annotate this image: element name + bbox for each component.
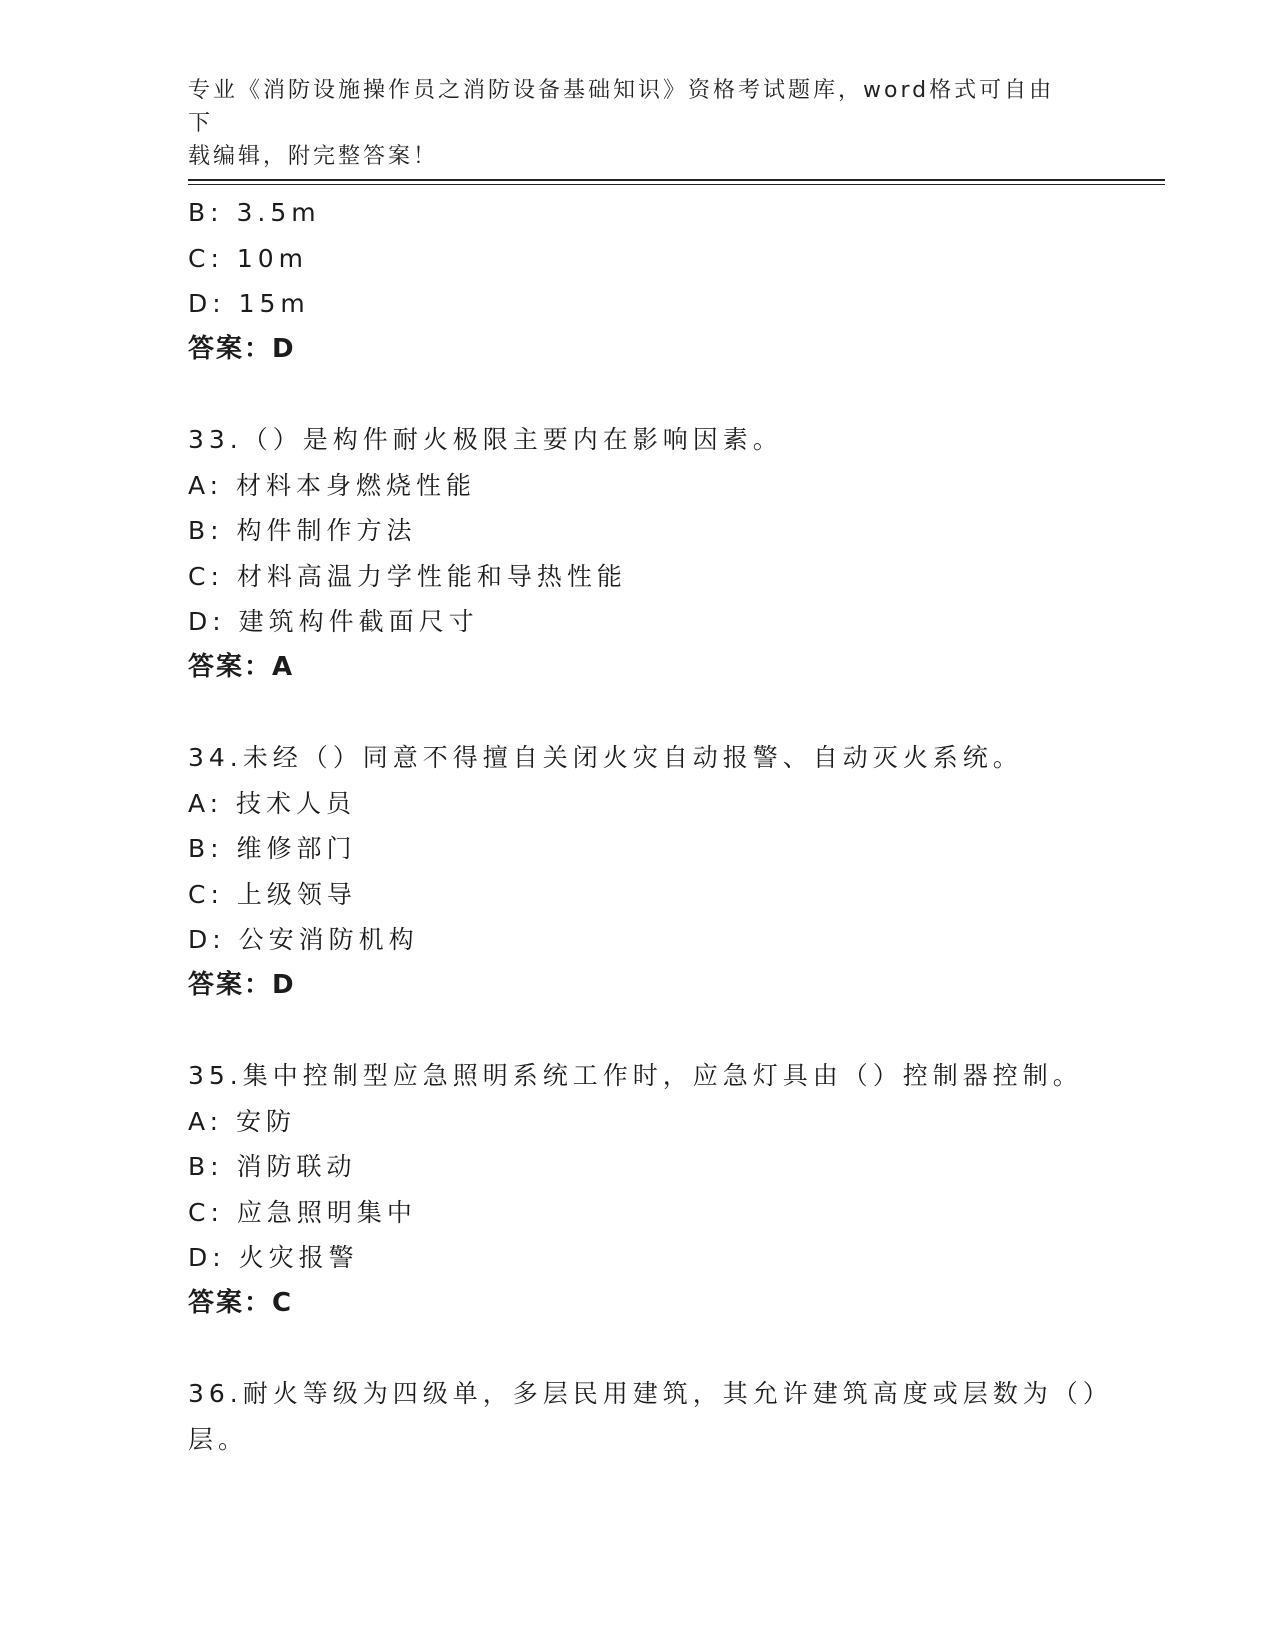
question-title: 34.未经（）同意不得擅自关闭火灾自动报警、自动灭火系统。 xyxy=(188,743,1023,772)
option-c: C: 10m xyxy=(188,243,308,273)
option-b: B: 消防联动 xyxy=(188,1152,357,1181)
option-d: D: 火灾报警 xyxy=(188,1243,359,1272)
question-block-36 xyxy=(188,1371,1113,1462)
question-content xyxy=(188,190,1113,1462)
question-title-line-1: 36.耐火等级为四级单，多层民用建筑，其允许建筑高度或层数为（） xyxy=(188,1379,1113,1408)
question-title: 33.（）是构件耐火极限主要内在影响因素。 xyxy=(188,425,783,454)
answer-label: 答案：C xyxy=(188,1287,294,1318)
option-b: B: 维修部门 xyxy=(188,834,357,863)
option-a: A: 技术人员 xyxy=(188,788,357,818)
option-b: B: 3.5m xyxy=(188,198,321,227)
option-a: A: 材料本身燃烧性能 xyxy=(188,470,477,500)
document-header xyxy=(188,74,1068,173)
option-c: C: 材料高温力学性能和导热性能 xyxy=(188,561,627,591)
option-d: D: 建筑构件截面尺寸 xyxy=(188,607,479,636)
question-block-34 xyxy=(188,735,1088,1008)
question-block-33 xyxy=(188,417,1088,690)
answer-label: 答案：A xyxy=(188,651,295,682)
question-title: 35.集中控制型应急照明系统工作时，应急灯具由（）控制器控制。 xyxy=(188,1061,1083,1090)
prev-question-block xyxy=(188,190,1088,372)
question-title-line-2: 层。 xyxy=(188,1424,249,1454)
answer-label: 答案：D xyxy=(188,969,296,1000)
header-line-1: 专业《消防设施操作员之消防设备基础知识》资格考试题库，word格式可自由下 xyxy=(188,78,1055,136)
option-d: D: 公安消防机构 xyxy=(188,925,419,954)
option-c: C: 应急照明集中 xyxy=(188,1197,417,1227)
question-block-35 xyxy=(188,1053,1088,1326)
option-c: C: 上级领导 xyxy=(188,879,357,909)
answer-label: 答案：D xyxy=(188,333,296,364)
option-b: B: 构件制作方法 xyxy=(188,516,417,545)
header-line-2: 载编辑，附完整答案！ xyxy=(188,144,439,169)
option-d: D: 15m xyxy=(188,289,310,318)
header-divider-thin xyxy=(188,184,1165,185)
option-a: A: 安防 xyxy=(188,1106,297,1136)
header-divider-thick xyxy=(188,179,1165,181)
